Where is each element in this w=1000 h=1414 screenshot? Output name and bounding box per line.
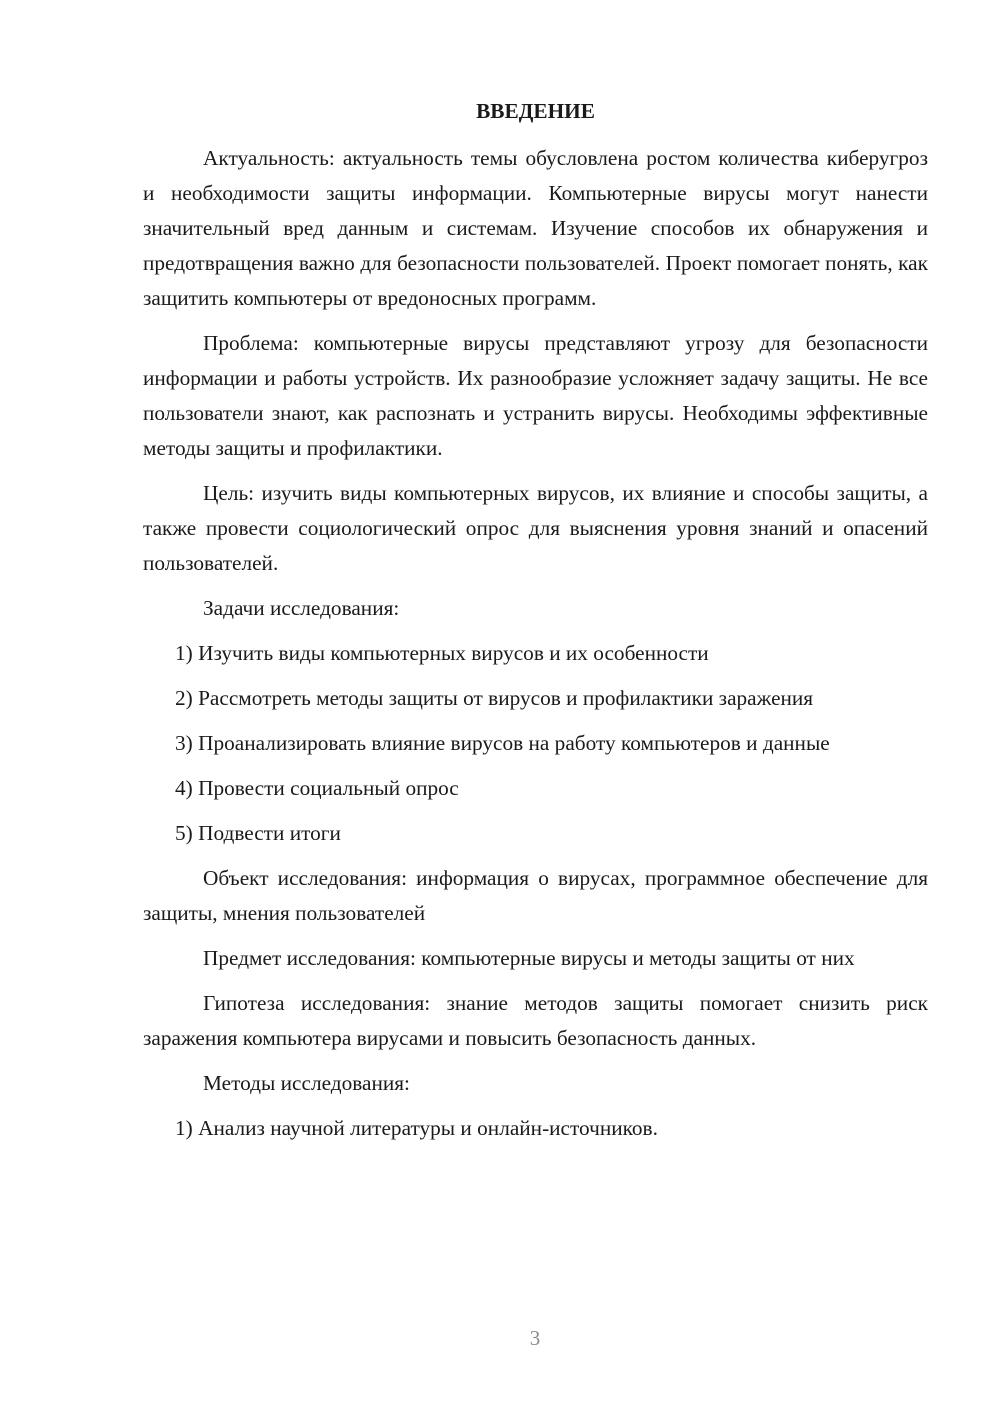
method-item-1: 1) Анализ научной литературы и онлайн-источников.: [175, 1116, 658, 1140]
tasks-heading: Задачи исследования:: [203, 596, 400, 620]
object-paragraph: Объект исследования: информация о вирусах, программное обеспечение для защиты, мнения пользователей: [143, 866, 928, 925]
task-item-1: 1) Изучить виды компьютерных вирусов и их особенности: [175, 641, 709, 665]
page-number: 3: [529, 1326, 541, 1350]
subject-paragraph: Предмет исследования: компьютерные вирусы и методы защиты от них: [203, 946, 855, 970]
task-item-4: 4) Провести социальный опрос: [175, 776, 459, 800]
document-body: [143, 95, 928, 1156]
methods-heading: Методы исследования:: [203, 1071, 410, 1095]
relevance-paragraph: Актуальность: актуальность темы обусловлена ростом количества киберугроз и необходимости защиты информации. Компьютерные вирусы могут нанести значительный вред данным и системам. Изучение способов их обнаружения и предотвращения важно для безопасности пользователей. Проект помогает понять, как защитить компьютеры от вредоносных программ.: [143, 146, 928, 310]
hypothesis-paragraph: Гипотеза исследования: знание методов защиты помогает снизить риск заражения компьютера вирусами и повысить безопасность данных.: [143, 991, 928, 1050]
task-item-3: 3) Проанализировать влияние вирусов на работу компьютеров и данные: [175, 731, 830, 755]
problem-paragraph: Проблема: компьютерные вирусы представляют угрозу для безопасности информации и работы устройств. Их разнообразие усложняет задачу защиты. Не все пользователи знают, как распознать и устранить вирусы. Необходимы эффективные методы защиты и профилактики.: [143, 331, 928, 460]
goal-paragraph: Цель: изучить виды компьютерных вирусов, их влияние и способы защиты, а также провести социологический опрос для выяснения уровня знаний и опасений пользователей.: [143, 481, 928, 575]
page-title: ВВЕДЕНИЕ: [476, 99, 595, 123]
task-item-2: 2) Рассмотреть методы защиты от вирусов и профилактики заражения: [175, 686, 814, 710]
task-item-5: 5) Подвести итоги: [175, 821, 341, 845]
